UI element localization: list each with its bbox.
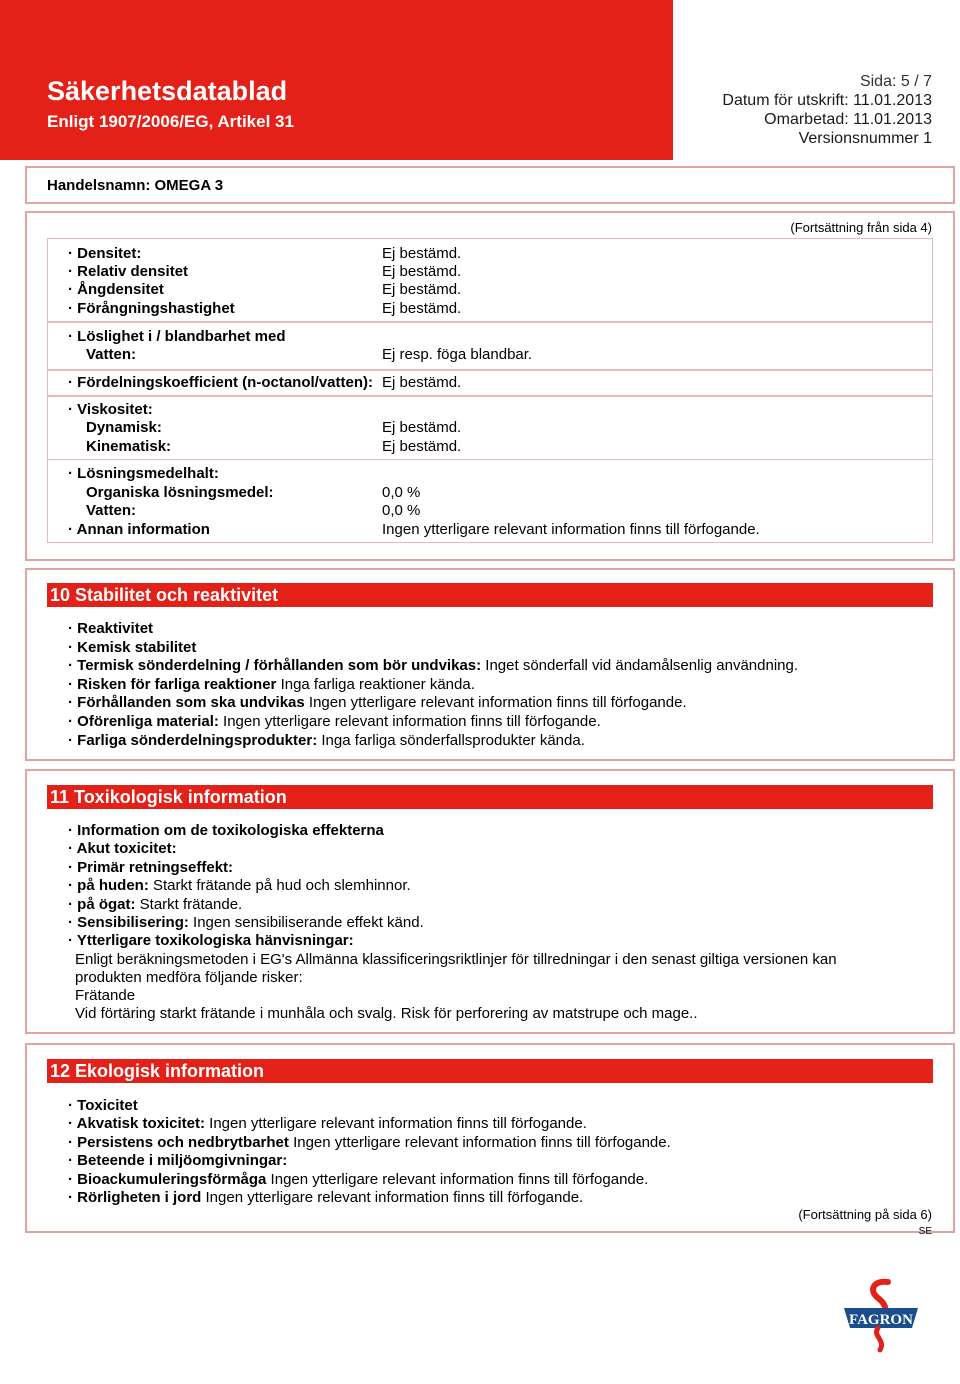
print-date: Datum för utskrift: 11.01.2013 (722, 92, 932, 109)
density-label: · Densitet: (68, 245, 142, 262)
ecology-line-label: · Beteende i miljöomgivningar: (68, 1152, 288, 1170)
stability-line (68, 676, 475, 693)
toxicology-line-label: · på huden: (68, 877, 149, 895)
ecology-line-label: · Persistens och nedbrytbarhet (68, 1133, 289, 1151)
ecology-line-label: · Bioackumuleringsförmåga (68, 1170, 267, 1188)
stability-line (68, 639, 196, 656)
toxicology-line-label: · Sensibilisering: (68, 914, 189, 931)
stability-line-text: Inga farliga reaktioner kända. (276, 675, 475, 693)
section-11-title: 11 Toxikologisk information (47, 785, 933, 809)
properties-group-4 (47, 396, 933, 460)
ecology-line-label: · Toxicitet (68, 1097, 138, 1114)
stability-line-text: Inga farliga sönderfallsprodukter kända. (317, 731, 585, 749)
continued-from: (Fortsättning från sida 4) (790, 220, 932, 235)
solvent-water-value: 0,0 % (382, 502, 421, 519)
continued-to: (Fortsättning på sida 6) (798, 1207, 932, 1222)
evaporation-value: Ej bestämd. (382, 300, 462, 317)
stability-line-text: Inget sönderfall vid ändamålsenlig användning. (481, 657, 799, 675)
stability-line (68, 694, 687, 711)
stability-line (68, 657, 798, 674)
rel-density-value: Ej bestämd. (382, 263, 462, 280)
other-info-value: Ingen ytterligare relevant information finns till förfogande. (382, 521, 760, 538)
stability-line-label: · Kemisk stabilitet (68, 638, 197, 656)
toxicology-line (68, 877, 411, 894)
toxicology-line-label: · Information om de toxikologiska effekterna (68, 822, 384, 839)
section-12-title: 12 Ekologisk information (47, 1059, 933, 1083)
tox-para-1: Enligt beräkningsmetoden i EG's Allmänna klassificeringsriktlinjer för tillredningar i den senast giltiga versionen kan (75, 951, 837, 968)
stability-line-label: · Reaktivitet (68, 620, 154, 637)
solubility-label: · Löslighet i / blandbarhet med (68, 328, 286, 345)
dynamic-value: Ej bestämd. (382, 419, 462, 436)
toxicology-line-text: Ingen sensibiliserande effekt känd. (188, 914, 424, 931)
evaporation-label: · Förångningshastighet (68, 300, 235, 317)
toxicology-line-label: · Ytterligare toxikologiska hänvisningar: (68, 932, 354, 950)
kinematic-value: Ej bestämd. (382, 438, 462, 455)
toxicology-line-text: Starkt frätande. (135, 895, 243, 913)
version-number: Versionsnummer 1 (798, 130, 932, 147)
solvent-water-label: Vatten: (86, 502, 137, 519)
solvent-label: · Lösningsmedelhalt: (68, 465, 219, 482)
stability-line-text: Ingen ytterligare relevant information finns till förfogande. (304, 694, 687, 712)
kinematic-label: Kinematisk: (86, 438, 172, 455)
other-info-label: · Annan information (68, 521, 210, 538)
toxicology-line (68, 859, 233, 876)
vapor-density-value: Ej bestämd. (382, 281, 462, 298)
stability-line-text: Ingen ytterligare relevant information finns till förfogande. (218, 713, 601, 730)
trade-name-box (25, 166, 955, 204)
fagron-logo (836, 1278, 926, 1360)
stability-line-label: · Förhållanden som ska undvikas (68, 694, 305, 712)
stability-line (68, 713, 601, 730)
ecology-line-text: Ingen ytterligare relevant information finns till förfogande. (205, 1115, 587, 1133)
stability-line (68, 620, 153, 637)
partition-label: · Fördelningskoefficient (n-octanol/vatten): (68, 374, 374, 391)
page-number: Sida: 5 / 7 (859, 73, 932, 90)
rel-density-label: · Relativ densitet (68, 263, 189, 280)
partition-value: Ej bestämd. (382, 374, 462, 391)
document-subtitle: Enligt 1907/2006/EG, Artikel 31 (47, 112, 294, 131)
ecology-line (68, 1097, 138, 1114)
toxicology-line-label: · Primär retningseffekt: (68, 858, 234, 876)
viscosity-label: · Viskositet: (68, 401, 153, 418)
ecology-line-label: · Rörligheten i jord (68, 1189, 202, 1206)
stability-line-label: · Risken för farliga reaktioner (68, 675, 277, 693)
revised-date: Omarbetad: 11.01.2013 (764, 111, 932, 128)
organic-value: 0,0 % (382, 484, 421, 501)
ecology-line (68, 1115, 587, 1132)
organic-label: Organiska lösningsmedel: (86, 484, 274, 501)
ecology-line (68, 1189, 583, 1206)
header-meta (722, 72, 932, 148)
ecology-line-text: Ingen ytterligare relevant information finns till förfogande. (288, 1133, 671, 1151)
stability-line-label: · Farliga sönderdelningsprodukter: (68, 731, 318, 749)
stability-line-label: · Termisk sönderdelning / förhållanden som bör undvikas: (68, 657, 482, 675)
dynamic-label: Dynamisk: (86, 419, 162, 436)
toxicology-line (68, 914, 424, 931)
tox-para-3: Frätande (75, 987, 136, 1004)
toxicology-line (68, 822, 384, 839)
water-label: Vatten: (86, 346, 137, 363)
ecology-line-text: Ingen ytterligare relevant information finns till förfogande. (201, 1189, 584, 1206)
logo-text: FAGRON (849, 1312, 913, 1328)
water-value: Ej resp. föga blandbar. (382, 346, 533, 363)
tox-para-4: Vid förtäring starkt frätande i munhåla och svalg. Risk för perforering av matstrupe och mage.. (75, 1005, 698, 1022)
density-value: Ej bestämd. (382, 245, 462, 262)
ecology-line (68, 1171, 648, 1188)
ecology-line-text: Ingen ytterligare relevant information finns till förfogande. (266, 1170, 649, 1188)
country-code: SE (918, 1226, 932, 1237)
tox-para-2: produkten medföra följande risker: (75, 969, 303, 986)
stability-line (68, 732, 585, 749)
trade-name: Handelsnamn: OMEGA 3 (47, 177, 224, 194)
toxicology-line (68, 932, 354, 949)
toxicology-line-label: · på ögat: (68, 895, 136, 913)
toxicology-line-text: Starkt frätande på hud och slemhinnor. (148, 877, 411, 895)
ecology-line (68, 1152, 287, 1169)
ecology-line (68, 1134, 671, 1151)
vapor-density-label: · Ångdensitet (68, 281, 164, 298)
document-title: Säkerhetsdatablad (47, 76, 288, 106)
toxicology-line-label: · Akut toxicitet: (68, 840, 177, 858)
toxicology-line (68, 840, 177, 857)
ecology-line-label: · Akvatisk toxicitet: (68, 1115, 205, 1133)
section-10-title: 10 Stabilitet och reaktivitet (47, 583, 933, 607)
stability-line-label: · Oförenliga material: (68, 713, 219, 730)
toxicology-line (68, 896, 242, 913)
